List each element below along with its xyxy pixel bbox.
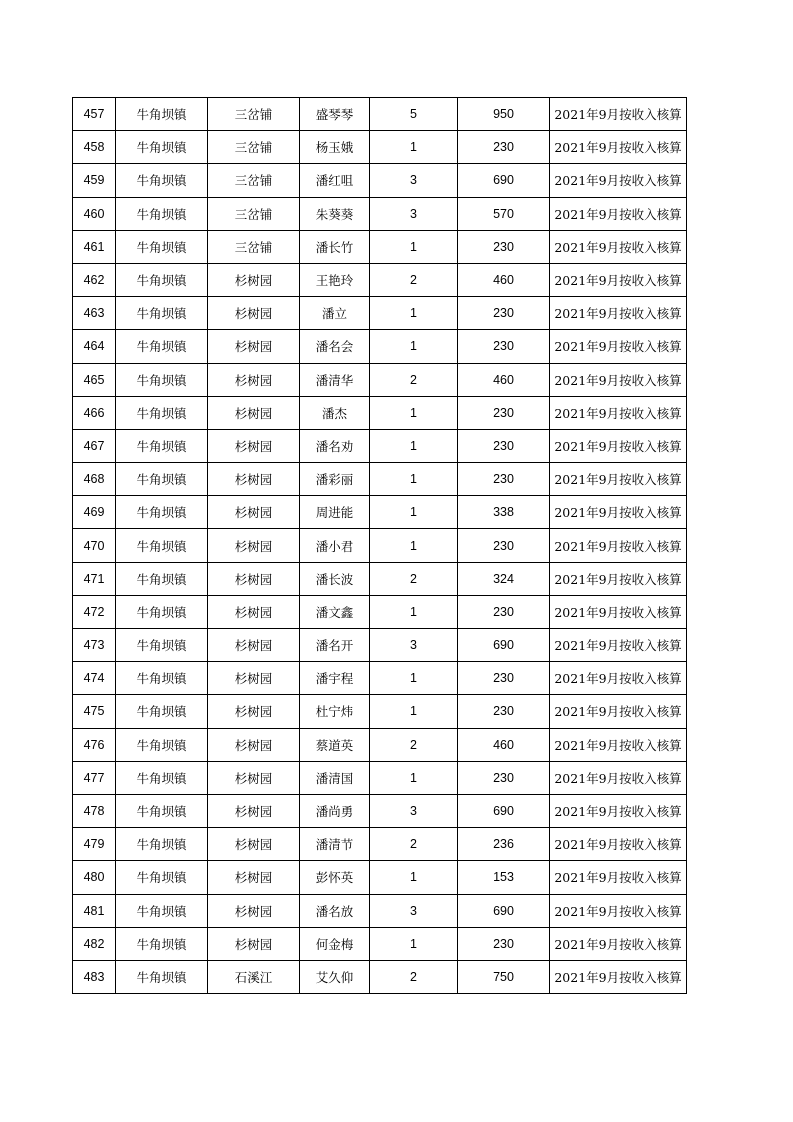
household-size-cell: 1 bbox=[370, 396, 458, 429]
table-row bbox=[73, 263, 687, 296]
table-row bbox=[73, 496, 687, 529]
row-number-cell: 474 bbox=[73, 662, 116, 695]
row-number-cell: 468 bbox=[73, 463, 116, 496]
note-cell: 2021年9月按收入核算 bbox=[550, 894, 687, 927]
table-row bbox=[73, 861, 687, 894]
row-number-cell: 459 bbox=[73, 164, 116, 197]
table-row bbox=[73, 629, 687, 662]
amount-cell: 230 bbox=[458, 396, 550, 429]
town-cell: 牛角坝镇 bbox=[116, 861, 208, 894]
amount-cell: 690 bbox=[458, 629, 550, 662]
amount-cell: 690 bbox=[458, 164, 550, 197]
data-table bbox=[72, 97, 687, 994]
town-cell: 牛角坝镇 bbox=[116, 164, 208, 197]
table-row bbox=[73, 463, 687, 496]
row-number-cell: 470 bbox=[73, 529, 116, 562]
household-size-cell: 2 bbox=[370, 728, 458, 761]
table-row bbox=[73, 695, 687, 728]
household-size-cell: 3 bbox=[370, 629, 458, 662]
table-row bbox=[73, 960, 687, 993]
name-cell: 潘名开 bbox=[300, 629, 370, 662]
name-cell: 王艳玲 bbox=[300, 263, 370, 296]
amount-cell: 570 bbox=[458, 197, 550, 230]
table-row bbox=[73, 662, 687, 695]
name-cell: 潘尚勇 bbox=[300, 794, 370, 827]
village-cell: 杉树园 bbox=[208, 529, 300, 562]
note-cell: 2021年9月按收入核算 bbox=[550, 927, 687, 960]
amount-cell: 230 bbox=[458, 463, 550, 496]
village-cell: 杉树园 bbox=[208, 828, 300, 861]
name-cell: 朱葵葵 bbox=[300, 197, 370, 230]
village-cell: 杉树园 bbox=[208, 297, 300, 330]
name-cell: 潘立 bbox=[300, 297, 370, 330]
household-size-cell: 1 bbox=[370, 927, 458, 960]
note-cell: 2021年9月按收入核算 bbox=[550, 695, 687, 728]
amount-cell: 230 bbox=[458, 927, 550, 960]
village-cell: 杉树园 bbox=[208, 794, 300, 827]
village-cell: 杉树园 bbox=[208, 562, 300, 595]
town-cell: 牛角坝镇 bbox=[116, 927, 208, 960]
town-cell: 牛角坝镇 bbox=[116, 429, 208, 462]
town-cell: 牛角坝镇 bbox=[116, 662, 208, 695]
household-size-cell: 2 bbox=[370, 263, 458, 296]
note-cell: 2021年9月按收入核算 bbox=[550, 728, 687, 761]
village-cell: 三岔铺 bbox=[208, 98, 300, 131]
row-number-cell: 475 bbox=[73, 695, 116, 728]
town-cell: 牛角坝镇 bbox=[116, 330, 208, 363]
table-row bbox=[73, 131, 687, 164]
village-cell: 杉树园 bbox=[208, 496, 300, 529]
note-cell: 2021年9月按收入核算 bbox=[550, 529, 687, 562]
household-size-cell: 2 bbox=[370, 562, 458, 595]
town-cell: 牛角坝镇 bbox=[116, 960, 208, 993]
note-cell: 2021年9月按收入核算 bbox=[550, 960, 687, 993]
row-number-cell: 469 bbox=[73, 496, 116, 529]
village-cell: 杉树园 bbox=[208, 695, 300, 728]
household-size-cell: 1 bbox=[370, 429, 458, 462]
household-size-cell: 3 bbox=[370, 164, 458, 197]
amount-cell: 950 bbox=[458, 98, 550, 131]
row-number-cell: 479 bbox=[73, 828, 116, 861]
amount-cell: 460 bbox=[458, 728, 550, 761]
note-cell: 2021年9月按收入核算 bbox=[550, 595, 687, 628]
town-cell: 牛角坝镇 bbox=[116, 230, 208, 263]
table-row bbox=[73, 297, 687, 330]
note-cell: 2021年9月按收入核算 bbox=[550, 131, 687, 164]
village-cell: 石溪江 bbox=[208, 960, 300, 993]
table-row bbox=[73, 396, 687, 429]
amount-cell: 236 bbox=[458, 828, 550, 861]
village-cell: 杉树园 bbox=[208, 396, 300, 429]
row-number-cell: 461 bbox=[73, 230, 116, 263]
village-cell: 三岔铺 bbox=[208, 164, 300, 197]
note-cell: 2021年9月按收入核算 bbox=[550, 562, 687, 595]
household-size-cell: 1 bbox=[370, 297, 458, 330]
row-number-cell: 471 bbox=[73, 562, 116, 595]
household-size-cell: 1 bbox=[370, 595, 458, 628]
name-cell: 艾久仰 bbox=[300, 960, 370, 993]
name-cell: 潘红咀 bbox=[300, 164, 370, 197]
household-size-cell: 1 bbox=[370, 330, 458, 363]
village-cell: 杉树园 bbox=[208, 927, 300, 960]
row-number-cell: 473 bbox=[73, 629, 116, 662]
amount-cell: 230 bbox=[458, 297, 550, 330]
note-cell: 2021年9月按收入核算 bbox=[550, 197, 687, 230]
row-number-cell: 477 bbox=[73, 761, 116, 794]
name-cell: 盛琴琴 bbox=[300, 98, 370, 131]
town-cell: 牛角坝镇 bbox=[116, 761, 208, 794]
town-cell: 牛角坝镇 bbox=[116, 629, 208, 662]
village-cell: 杉树园 bbox=[208, 629, 300, 662]
note-cell: 2021年9月按收入核算 bbox=[550, 297, 687, 330]
household-size-cell: 1 bbox=[370, 131, 458, 164]
table-row bbox=[73, 828, 687, 861]
village-cell: 杉树园 bbox=[208, 728, 300, 761]
town-cell: 牛角坝镇 bbox=[116, 794, 208, 827]
row-number-cell: 466 bbox=[73, 396, 116, 429]
table-row bbox=[73, 197, 687, 230]
household-size-cell: 3 bbox=[370, 794, 458, 827]
note-cell: 2021年9月按收入核算 bbox=[550, 429, 687, 462]
name-cell: 潘彩丽 bbox=[300, 463, 370, 496]
table-row bbox=[73, 562, 687, 595]
household-size-cell: 1 bbox=[370, 695, 458, 728]
table-row bbox=[73, 894, 687, 927]
household-size-cell: 1 bbox=[370, 861, 458, 894]
town-cell: 牛角坝镇 bbox=[116, 396, 208, 429]
name-cell: 蔡道英 bbox=[300, 728, 370, 761]
household-size-cell: 3 bbox=[370, 894, 458, 927]
village-cell: 杉树园 bbox=[208, 263, 300, 296]
note-cell: 2021年9月按收入核算 bbox=[550, 263, 687, 296]
row-number-cell: 460 bbox=[73, 197, 116, 230]
town-cell: 牛角坝镇 bbox=[116, 562, 208, 595]
village-cell: 杉树园 bbox=[208, 363, 300, 396]
name-cell: 杜宁炜 bbox=[300, 695, 370, 728]
row-number-cell: 478 bbox=[73, 794, 116, 827]
town-cell: 牛角坝镇 bbox=[116, 98, 208, 131]
amount-cell: 230 bbox=[458, 429, 550, 462]
village-cell: 三岔铺 bbox=[208, 197, 300, 230]
row-number-cell: 464 bbox=[73, 330, 116, 363]
amount-cell: 153 bbox=[458, 861, 550, 894]
town-cell: 牛角坝镇 bbox=[116, 463, 208, 496]
name-cell: 潘清国 bbox=[300, 761, 370, 794]
amount-cell: 690 bbox=[458, 894, 550, 927]
note-cell: 2021年9月按收入核算 bbox=[550, 164, 687, 197]
amount-cell: 460 bbox=[458, 363, 550, 396]
table-row bbox=[73, 728, 687, 761]
name-cell: 潘清华 bbox=[300, 363, 370, 396]
table-row bbox=[73, 794, 687, 827]
note-cell: 2021年9月按收入核算 bbox=[550, 230, 687, 263]
name-cell: 潘名放 bbox=[300, 894, 370, 927]
note-cell: 2021年9月按收入核算 bbox=[550, 662, 687, 695]
table-row bbox=[73, 98, 687, 131]
note-cell: 2021年9月按收入核算 bbox=[550, 496, 687, 529]
amount-cell: 230 bbox=[458, 230, 550, 263]
amount-cell: 230 bbox=[458, 131, 550, 164]
name-cell: 周进能 bbox=[300, 496, 370, 529]
name-cell: 潘名会 bbox=[300, 330, 370, 363]
household-size-cell: 5 bbox=[370, 98, 458, 131]
household-size-cell: 1 bbox=[370, 230, 458, 263]
village-cell: 三岔铺 bbox=[208, 230, 300, 263]
town-cell: 牛角坝镇 bbox=[116, 728, 208, 761]
row-number-cell: 481 bbox=[73, 894, 116, 927]
town-cell: 牛角坝镇 bbox=[116, 496, 208, 529]
row-number-cell: 483 bbox=[73, 960, 116, 993]
amount-cell: 230 bbox=[458, 330, 550, 363]
town-cell: 牛角坝镇 bbox=[116, 131, 208, 164]
village-cell: 杉树园 bbox=[208, 662, 300, 695]
table-row bbox=[73, 164, 687, 197]
town-cell: 牛角坝镇 bbox=[116, 695, 208, 728]
town-cell: 牛角坝镇 bbox=[116, 263, 208, 296]
note-cell: 2021年9月按收入核算 bbox=[550, 629, 687, 662]
table-row bbox=[73, 529, 687, 562]
row-number-cell: 467 bbox=[73, 429, 116, 462]
town-cell: 牛角坝镇 bbox=[116, 595, 208, 628]
amount-cell: 230 bbox=[458, 529, 550, 562]
household-size-cell: 2 bbox=[370, 828, 458, 861]
table-row bbox=[73, 761, 687, 794]
amount-cell: 230 bbox=[458, 695, 550, 728]
amount-cell: 460 bbox=[458, 263, 550, 296]
village-cell: 杉树园 bbox=[208, 861, 300, 894]
household-size-cell: 1 bbox=[370, 529, 458, 562]
table-row bbox=[73, 429, 687, 462]
note-cell: 2021年9月按收入核算 bbox=[550, 861, 687, 894]
note-cell: 2021年9月按收入核算 bbox=[550, 794, 687, 827]
village-cell: 杉树园 bbox=[208, 463, 300, 496]
table-row bbox=[73, 363, 687, 396]
household-size-cell: 2 bbox=[370, 363, 458, 396]
name-cell: 彭怀英 bbox=[300, 861, 370, 894]
amount-cell: 324 bbox=[458, 562, 550, 595]
name-cell: 潘杰 bbox=[300, 396, 370, 429]
household-size-cell: 3 bbox=[370, 197, 458, 230]
note-cell: 2021年9月按收入核算 bbox=[550, 463, 687, 496]
amount-cell: 230 bbox=[458, 662, 550, 695]
table-row bbox=[73, 330, 687, 363]
row-number-cell: 457 bbox=[73, 98, 116, 131]
name-cell: 潘清节 bbox=[300, 828, 370, 861]
name-cell: 潘文鑫 bbox=[300, 595, 370, 628]
note-cell: 2021年9月按收入核算 bbox=[550, 98, 687, 131]
row-number-cell: 462 bbox=[73, 263, 116, 296]
household-size-cell: 2 bbox=[370, 960, 458, 993]
household-size-cell: 1 bbox=[370, 662, 458, 695]
name-cell: 潘名劝 bbox=[300, 429, 370, 462]
household-size-cell: 1 bbox=[370, 496, 458, 529]
amount-cell: 690 bbox=[458, 794, 550, 827]
amount-cell: 230 bbox=[458, 595, 550, 628]
town-cell: 牛角坝镇 bbox=[116, 197, 208, 230]
table-row bbox=[73, 927, 687, 960]
row-number-cell: 472 bbox=[73, 595, 116, 628]
name-cell: 潘长波 bbox=[300, 562, 370, 595]
row-number-cell: 482 bbox=[73, 927, 116, 960]
amount-cell: 338 bbox=[458, 496, 550, 529]
town-cell: 牛角坝镇 bbox=[116, 363, 208, 396]
village-cell: 杉树园 bbox=[208, 429, 300, 462]
village-cell: 三岔铺 bbox=[208, 131, 300, 164]
note-cell: 2021年9月按收入核算 bbox=[550, 828, 687, 861]
note-cell: 2021年9月按收入核算 bbox=[550, 761, 687, 794]
town-cell: 牛角坝镇 bbox=[116, 828, 208, 861]
note-cell: 2021年9月按收入核算 bbox=[550, 363, 687, 396]
household-size-cell: 1 bbox=[370, 463, 458, 496]
name-cell: 潘长竹 bbox=[300, 230, 370, 263]
village-cell: 杉树园 bbox=[208, 595, 300, 628]
village-cell: 杉树园 bbox=[208, 330, 300, 363]
town-cell: 牛角坝镇 bbox=[116, 297, 208, 330]
amount-cell: 750 bbox=[458, 960, 550, 993]
table-row bbox=[73, 230, 687, 263]
name-cell: 杨玉娥 bbox=[300, 131, 370, 164]
name-cell: 潘小君 bbox=[300, 529, 370, 562]
village-cell: 杉树园 bbox=[208, 761, 300, 794]
name-cell: 潘宇程 bbox=[300, 662, 370, 695]
note-cell: 2021年9月按收入核算 bbox=[550, 330, 687, 363]
table-row bbox=[73, 595, 687, 628]
table-body bbox=[73, 98, 687, 994]
note-cell: 2021年9月按收入核算 bbox=[550, 396, 687, 429]
town-cell: 牛角坝镇 bbox=[116, 529, 208, 562]
amount-cell: 230 bbox=[458, 761, 550, 794]
town-cell: 牛角坝镇 bbox=[116, 894, 208, 927]
name-cell: 何金梅 bbox=[300, 927, 370, 960]
household-size-cell: 1 bbox=[370, 761, 458, 794]
row-number-cell: 476 bbox=[73, 728, 116, 761]
row-number-cell: 458 bbox=[73, 131, 116, 164]
row-number-cell: 465 bbox=[73, 363, 116, 396]
row-number-cell: 480 bbox=[73, 861, 116, 894]
village-cell: 杉树园 bbox=[208, 894, 300, 927]
row-number-cell: 463 bbox=[73, 297, 116, 330]
